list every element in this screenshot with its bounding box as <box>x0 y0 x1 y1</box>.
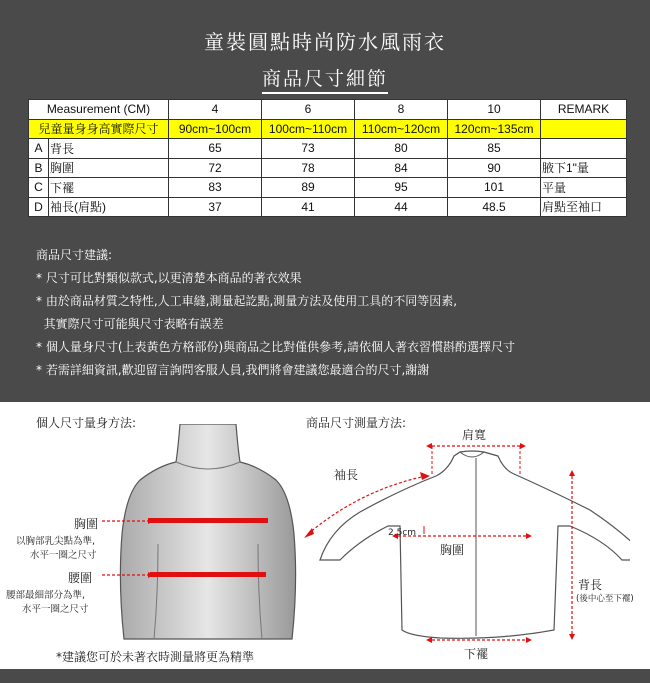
table-cell: 85 <box>448 139 541 159</box>
body-arrows <box>100 515 160 585</box>
table-cell: 95 <box>355 178 448 198</box>
row-remark: 肩點至袖口 <box>541 197 627 217</box>
table-row <box>29 178 627 198</box>
note-item: * 若需詳細資訊,歡迎留言詢問客服人員,我們將會建議您最適合的尺寸,謝謝 <box>36 363 430 377</box>
offset-label: 2.5cm <box>388 528 417 538</box>
notes-heading: 商品尺寸建議: <box>36 248 113 262</box>
size-notes <box>36 244 515 382</box>
table-cell: 41 <box>262 197 355 217</box>
back-length-label: 背長 <box>578 578 603 592</box>
row-name: 背長 <box>49 139 169 159</box>
waist-desc: 腰部最細部分為準, <box>6 590 86 601</box>
row-remark: 腋下1"量 <box>541 158 627 178</box>
table-cell: 83 <box>169 178 262 198</box>
table-cell: 89 <box>262 178 355 198</box>
table-header-cell: 10 <box>448 100 541 120</box>
table-cell: 120cm~135cm <box>448 119 541 139</box>
shoulder-width-label: 肩寬 <box>462 428 487 442</box>
table-header-cell: REMARK <box>541 100 627 120</box>
page-title: 童裝圓點時尚防水風雨衣 <box>204 30 446 54</box>
table-row <box>29 197 627 217</box>
row-code: A <box>29 139 49 159</box>
note-item: * 個人量身尺寸(上表黃色方格部份)與商品之比對僅供參考,請依個人著衣習慣斟酌選擇尺寸 <box>36 340 515 354</box>
footer-bar <box>0 669 650 683</box>
note-item: * 尺寸可比對類似款式,以更清楚本商品的著衣效果 <box>36 271 302 285</box>
waist-band <box>150 572 266 577</box>
row-name: 袖長(肩點) <box>49 197 169 217</box>
height-row <box>29 119 627 139</box>
table-cell: 44 <box>355 197 448 217</box>
table-header-cell: 6 <box>262 100 355 120</box>
table-cell: 90cm~100cm <box>169 119 262 139</box>
jacket-illustration <box>300 430 630 660</box>
size-table <box>28 99 627 217</box>
chest-desc: 水平一圈之尺寸 <box>30 550 97 561</box>
table-cell: 90 <box>448 158 541 178</box>
waist-label: 腰圍 <box>68 571 93 585</box>
row-code: C <box>29 178 49 198</box>
chest-width-label: 胸圍 <box>440 543 465 557</box>
table-cell: 72 <box>169 158 262 178</box>
table-cell: 65 <box>169 139 262 159</box>
garment-measure-heading: 商品尺寸測量方法: <box>306 416 407 430</box>
body-footnote: *建議您可於未著衣時測量將更為精準 <box>56 650 255 664</box>
table-cell: 78 <box>262 158 355 178</box>
table-cell: 37 <box>169 197 262 217</box>
table-cell: 84 <box>355 158 448 178</box>
table-header-cell: 8 <box>355 100 448 120</box>
back-length-note: (後中心至下襬) <box>576 594 634 604</box>
table-row <box>29 158 627 178</box>
chest-band <box>148 518 268 523</box>
table-header-cell: 4 <box>169 100 262 120</box>
row-remark: 平量 <box>541 178 627 198</box>
row-name: 胸圍 <box>49 158 169 178</box>
row-code: B <box>29 158 49 178</box>
table-cell: 80 <box>355 139 448 159</box>
table-cell <box>541 119 627 139</box>
hem-label: 下襬 <box>464 647 489 661</box>
sleeve-length-label: 袖長 <box>334 468 359 482</box>
table-header-cell: Measurement (CM) <box>29 100 169 120</box>
chest-label: 胸圍 <box>74 517 99 531</box>
page-subtitle: 商品尺寸細節 <box>0 64 650 91</box>
table-cell: 48.5 <box>448 197 541 217</box>
table-cell: 100cm~110cm <box>262 119 355 139</box>
row-name: 下襬 <box>49 178 169 198</box>
table-cell: 73 <box>262 139 355 159</box>
body-measure-heading: 個人尺寸量身方法: <box>36 416 137 430</box>
table-cell: 110cm~120cm <box>355 119 448 139</box>
table-cell: 101 <box>448 178 541 198</box>
note-item: * 由於商品材質之特性,人工車縫,測量起訖點,測量方法及使用工具的不同等因素, <box>36 294 458 308</box>
note-item: 其實際尺寸可能與尺寸表略有誤差 <box>36 317 224 331</box>
row-code: D <box>29 197 49 217</box>
row-remark <box>541 139 627 159</box>
table-cell: 兒童量身身高實際尺寸 <box>29 119 169 139</box>
table-row <box>29 139 627 159</box>
table-header-row <box>29 100 627 120</box>
waist-desc: 水平一圈之尺寸 <box>22 604 89 615</box>
chest-desc: 以胸部乳尖點為準, <box>16 536 96 547</box>
